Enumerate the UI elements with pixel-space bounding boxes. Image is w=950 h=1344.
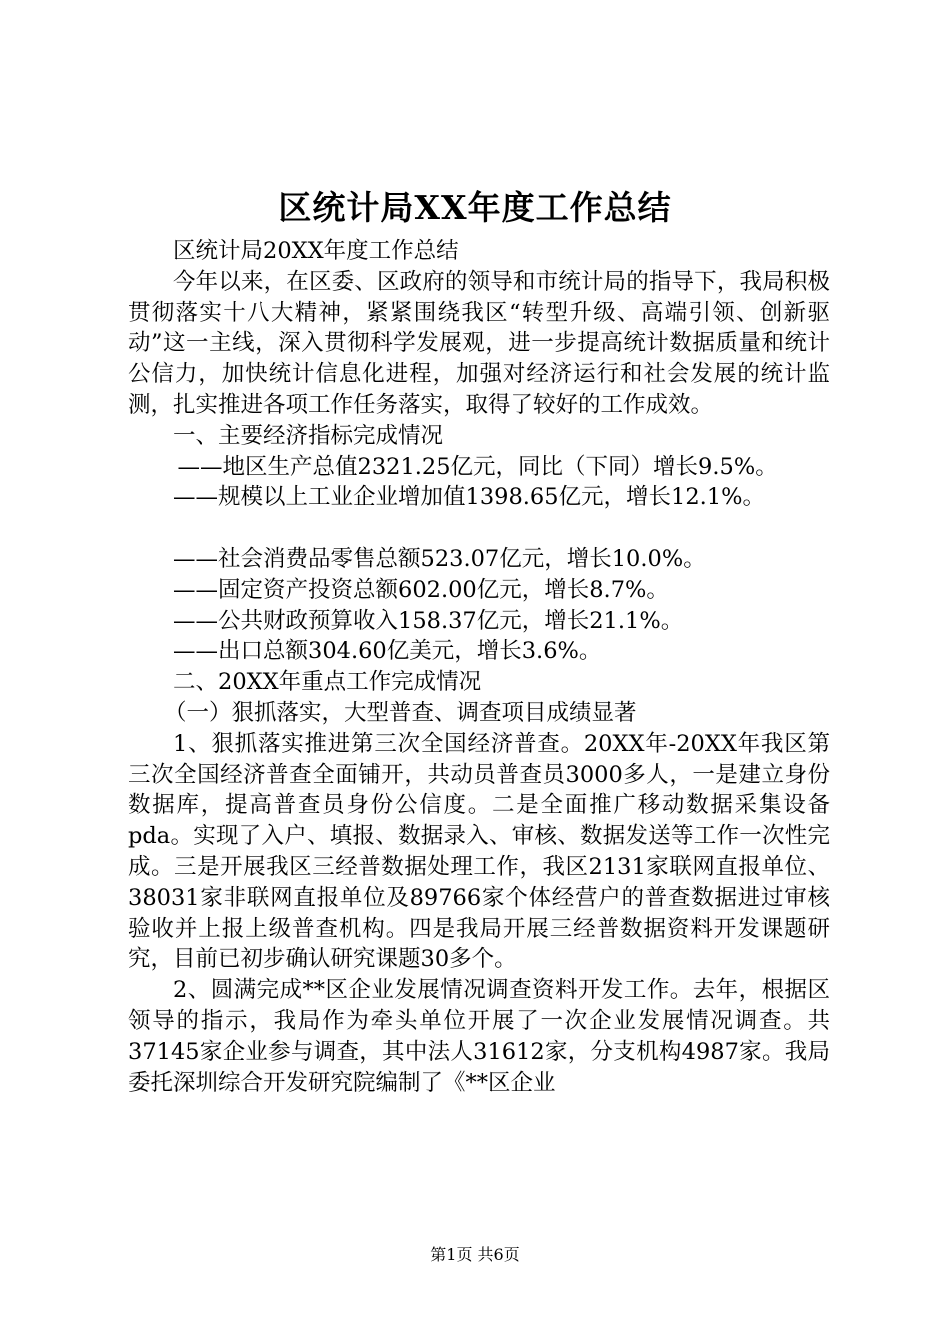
body-paragraph: 1、狠抓落实推进第三次全国经济普查。20XX年-20XX年我区第三次全国经济普查全面铺开，共动员普查员3000多人，一是建立身份数据库，提高普查员身份公信度。二是全面推广移动数据采集设备pda。实现了入户、填报、数据录入、审核、数据发送等工作一次性完成。三是开展我区三经普数据处理工作，我区2131家联网直报单位、38031家非联网直报单位及89766家个体经营户的普查数据进过审核验收并上报上级普查机构。四是我局开展三经普数据资料开发课题研究，目前已初步确认研究课题30多个。 [128, 730, 830, 973]
indicator-item: ——出口总额304.60亿美元，增长3.6%。 [173, 638, 602, 665]
indicator-item: ——固定资产投资总额602.00亿元，增长8.7%。 [173, 576, 669, 603]
document-title: 区统计局XX年度工作总结 [278, 188, 672, 227]
indicator-item: ——规模以上工业企业增加值1398.65亿元，增长12.1%。 [173, 484, 766, 511]
doc-subtitle: 区统计局20XX年度工作总结 [173, 238, 459, 264]
body-paragraph: 2、圆满完成**区企业发展情况调查资料开发工作。去年，根据区领导的指示，我局作为牵头单位开展了一次企业发展情况调查。共37145家企业参与调查，其中法人31612家，分支机构4987家。我局委托深圳综合开发研究院编制了《**区企业 [128, 977, 830, 1096]
indicator-item: ——公共财政预算收入158.37亿元，增长21.1%。 [173, 607, 684, 634]
subsection-heading: （一）狠抓落实，大型普查、调查项目成绩显著 [164, 699, 637, 726]
section-heading-1: 一、主要经济指标完成情况 [173, 422, 444, 449]
intro-paragraph: 今年以来，在区委、区政府的领导和市统计局的指导下，我局积极贯彻落实十八大精神，紧紧围绕我区“转型升级、高端引领、创新驱动”这一主线，深入贯彻科学发展观，进一步提高统计数据质量和统计公信力，加快统计信息化进程，加强对经济运行和社会发展的统计监测，扎实推进各项工作任务落实，取得了较好的工作成效。 [128, 268, 830, 418]
document-body [128, 236, 830, 1098]
page-number-footer: 第1页 共6页 [430, 1245, 520, 1264]
section-heading-2: 二、20XX年重点工作完成情况 [173, 669, 482, 696]
indicator-item: ——社会消费品零售总额523.07亿元，增长10.0%。 [173, 545, 706, 572]
indicator-item: ——地区生产总值2321.25亿元，同比（下同）增长9.5%。 [177, 453, 778, 480]
